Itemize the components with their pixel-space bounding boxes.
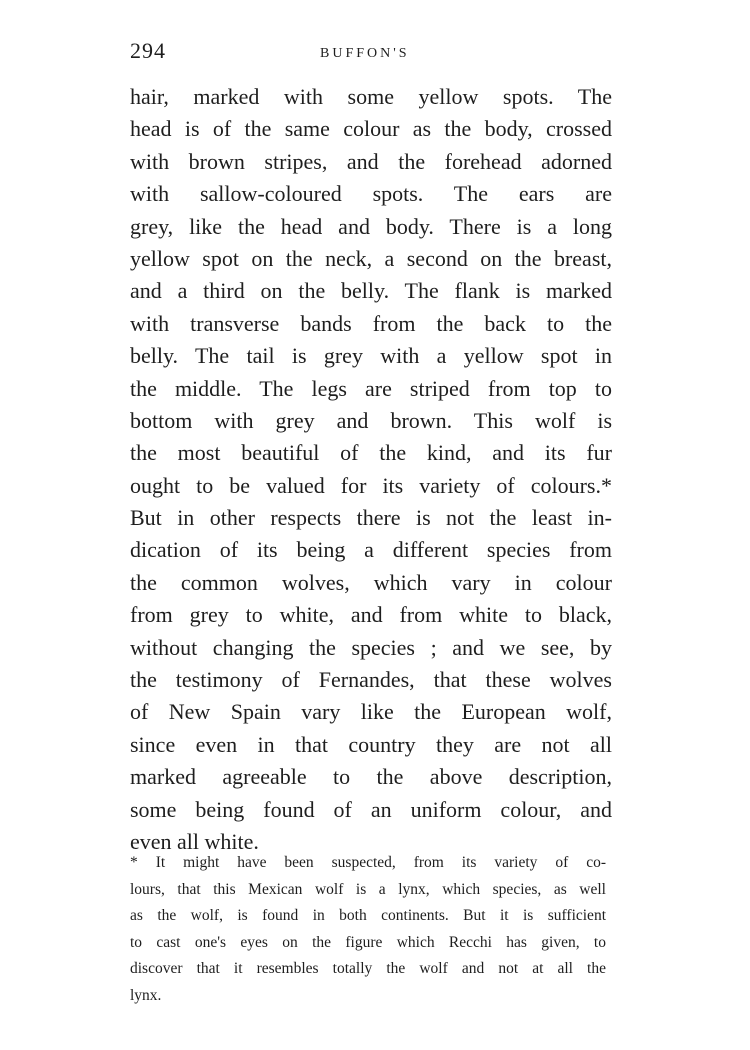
body-line: the most beautiful of the kind, and its fur: [130, 440, 612, 466]
body-line: belly. The tail is grey with a yellow spot in: [130, 343, 612, 369]
body-line: the common wolves, which vary in colour: [130, 569, 612, 595]
footnote-line: lynx.: [130, 986, 162, 1004]
body-line: with brown stripes, and the forehead adorned: [130, 148, 612, 174]
body-line: But in other respects there is not the least in-: [130, 505, 612, 531]
body-line: bottom with grey and brown. This wolf is: [130, 407, 612, 433]
body-text: [130, 81, 612, 858]
body-line: dication of its being a different species from: [130, 537, 612, 563]
footnote-line: lours, that this Mexican wolf is a lynx, which species, as well: [130, 880, 606, 898]
footnote-line: to cast one's eyes on the figure which Recchi has given, to: [130, 933, 606, 951]
page-header: [130, 38, 610, 68]
body-line: with transverse bands from the back to the: [130, 310, 612, 336]
body-line: marked agreeable to the above description,: [130, 764, 612, 790]
body-line: since even in that country they are not all: [130, 731, 612, 757]
body-line: hair, marked with some yellow spots. The: [130, 84, 612, 109]
body-line: with sallow-coloured spots. The ears are: [130, 181, 612, 207]
footnote-line: as the wolf, is found in both continents. But it is sufficient: [130, 907, 606, 925]
page-number: 294: [130, 38, 166, 63]
footnote-line: discover that it resembles totally the wolf and not at all the: [130, 960, 606, 978]
footnote-line: * It might have been suspected, from its variety of co-: [130, 854, 606, 871]
body-line: and a third on the belly. The flank is marked: [130, 278, 612, 304]
body-line: some being found of an uniform colour, and: [130, 796, 612, 822]
body-line: without changing the species ; and we see, by: [130, 634, 612, 660]
body-line: the middle. The legs are striped from top to: [130, 375, 612, 401]
body-line: grey, like the head and body. There is a long: [130, 213, 612, 239]
footnote: [130, 850, 606, 1010]
body-line: head is of the same colour as the body, crossed: [130, 116, 612, 142]
body-line: yellow spot on the neck, a second on the breast,: [130, 245, 612, 271]
body-line: from grey to white, and from white to black,: [130, 602, 612, 628]
body-line: even all white.: [130, 828, 259, 854]
body-line: of New Spain vary like the European wolf,: [130, 699, 612, 725]
body-line: ought to be valued for its variety of colours.*: [130, 472, 612, 498]
running-head: BUFFON'S: [320, 46, 410, 61]
body-line: the testimony of Fernandes, that these wolves: [130, 667, 612, 693]
